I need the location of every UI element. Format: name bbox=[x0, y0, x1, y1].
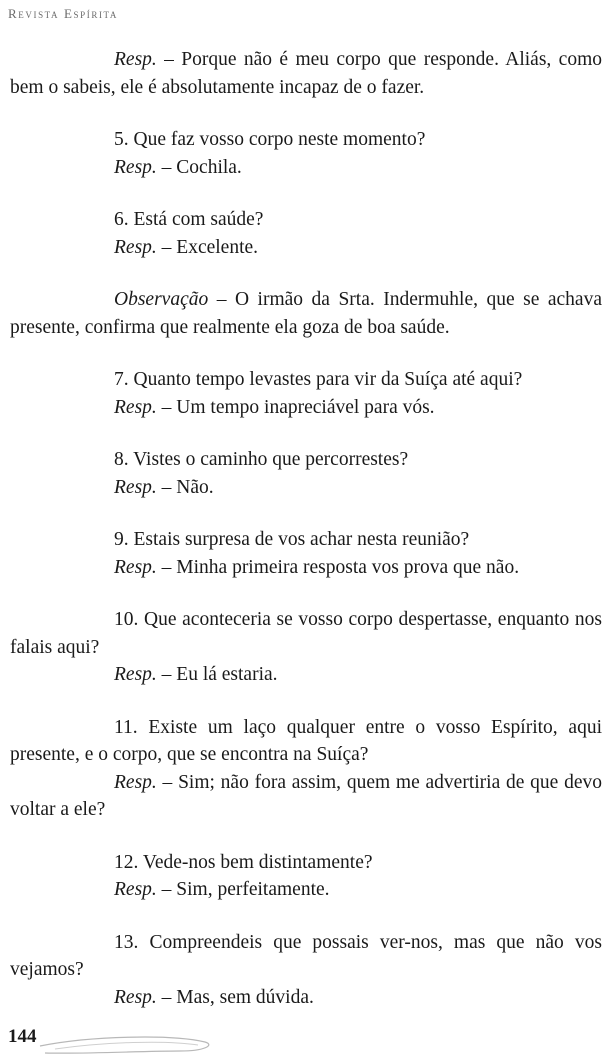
resp-label: Resp. bbox=[114, 156, 157, 178]
resp-label: Resp. bbox=[114, 879, 157, 900]
paragraph-spacer bbox=[10, 181, 602, 206]
response-text: – Excelente. bbox=[156, 236, 259, 258]
observation-text: – O irmão da Srta. Indermuhle, que se achava presente, confirma que realmente ela goza de boa saúde. bbox=[10, 289, 602, 338]
resp-label: Resp. bbox=[114, 556, 157, 578]
paragraph-spacer bbox=[10, 824, 602, 849]
question-paragraph: 12. Vede-nos bem distintamente? bbox=[114, 851, 373, 873]
paragraph-spacer bbox=[10, 689, 602, 714]
paragraph-spacer bbox=[10, 904, 602, 929]
response-paragraph bbox=[10, 661, 602, 689]
observation-paragraph bbox=[10, 286, 602, 341]
paragraph-spacer bbox=[10, 581, 602, 606]
response-text: – Sim, perfeitamente. bbox=[156, 879, 330, 900]
running-header: Revista Espírita bbox=[8, 6, 119, 21]
response-text: – Cochila. bbox=[156, 156, 242, 178]
question-paragraph: 13. Compreendeis que possais ver-nos, mas que não vos vejamos? bbox=[10, 931, 602, 980]
question-paragraph: 7. Quanto tempo levastes para vir da Suíça até aqui? bbox=[114, 369, 523, 390]
question-paragraph: 11. Existe um laço qualquer entre o vosso Espírito, aqui presente, e o corpo, que se encontra na Suíça? bbox=[10, 716, 602, 765]
paragraph-spacer bbox=[10, 501, 602, 526]
resp-label: Resp. bbox=[114, 986, 157, 1008]
observation-label: Observação bbox=[114, 289, 209, 310]
paragraph-spacer bbox=[10, 421, 602, 446]
response-paragraph bbox=[10, 46, 602, 101]
resp-label: Resp. bbox=[114, 476, 157, 498]
page-number: 144 bbox=[8, 1026, 37, 1047]
question-paragraph: 6. Está com saúde? bbox=[114, 209, 264, 230]
response-text: – Mas, sem dúvida. bbox=[156, 986, 314, 1008]
response-paragraph bbox=[10, 394, 602, 422]
swoosh-ornament-icon bbox=[0, 1018, 260, 1058]
resp-label: Resp. bbox=[114, 771, 157, 793]
paragraph-spacer bbox=[10, 101, 602, 126]
question-paragraph: 10. Que aconteceria se vosso corpo despertasse, enquanto nos falais aqui? bbox=[10, 609, 602, 658]
resp-label: Resp. bbox=[114, 396, 157, 418]
response-text: – Não. bbox=[156, 476, 214, 498]
page-footer bbox=[0, 1018, 260, 1058]
response-paragraph bbox=[10, 474, 602, 502]
page-body bbox=[10, 46, 602, 1011]
paragraph-spacer bbox=[10, 261, 602, 286]
response-paragraph bbox=[10, 234, 602, 262]
resp-label: Resp. bbox=[114, 49, 157, 70]
question-paragraph: 5. Que faz vosso corpo neste momento? bbox=[114, 129, 426, 150]
resp-label: Resp. bbox=[114, 236, 157, 258]
response-paragraph bbox=[10, 876, 602, 904]
question-paragraph: 9. Estais surpresa de vos achar nesta reunião? bbox=[114, 529, 470, 550]
response-text: – Um tempo inapreciável para vós. bbox=[156, 396, 435, 418]
response-paragraph bbox=[10, 154, 602, 182]
response-paragraph bbox=[10, 769, 602, 824]
resp-label: Resp. bbox=[114, 664, 157, 685]
question-paragraph: 8. Vistes o caminho que percorrestes? bbox=[114, 449, 409, 470]
response-text: – Sim; não fora assim, quem me advertiria de que devo voltar a ele? bbox=[10, 771, 602, 820]
paragraph-spacer bbox=[10, 341, 602, 366]
response-text: – Minha primeira resposta vos prova que não. bbox=[156, 556, 520, 578]
response-paragraph bbox=[10, 984, 602, 1012]
response-text: – Porque não é meu corpo que responde. Aliás, como bem o sabeis, ele é absolutamente incapaz de o fazer. bbox=[10, 49, 602, 98]
response-paragraph bbox=[10, 554, 602, 582]
response-text: – Eu lá estaria. bbox=[156, 664, 278, 685]
